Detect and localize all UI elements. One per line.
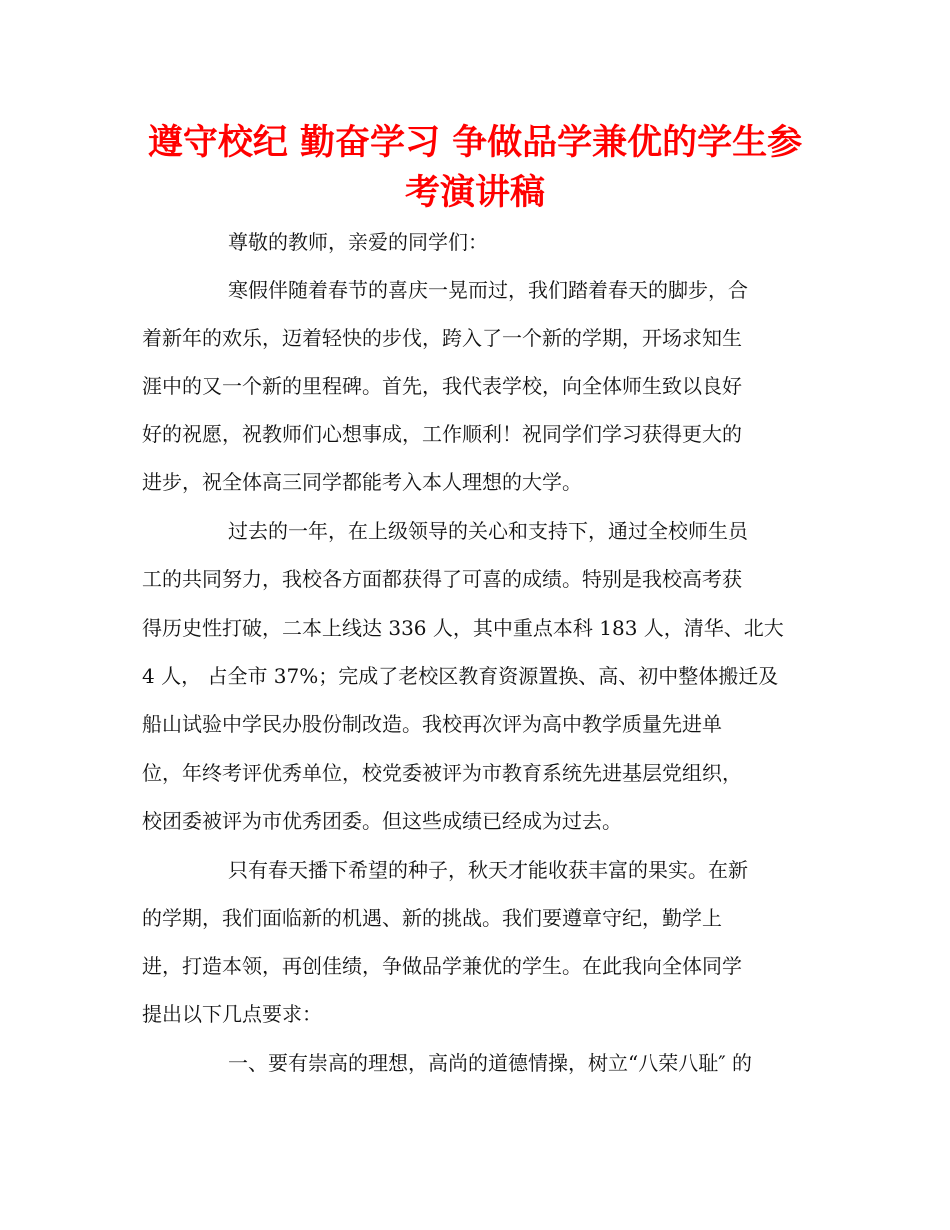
paragraph-2-line-2: 工的共同努力，我校各方面都获得了可喜的成绩。特别是我校高考获 — [142, 567, 742, 591]
document-title — [100, 118, 850, 218]
paragraph-1-line-1: 寒假伴随着春节的喜庆一晃而过，我们踏着春天的脚步，合 — [228, 278, 748, 302]
paragraph-2-line-6: 位，年终考评优秀单位，校党委被评为市教育系统先进基层党组织， — [142, 761, 742, 785]
paragraph-3-line-1: 只有春天播下希望的种子，秋天才能收获丰富的果实。在新 — [228, 858, 748, 882]
paragraph-2-line-7: 校团委被评为市优秀团委。但这些成绩已经成为过去。 — [142, 809, 622, 833]
paragraph-2-line-5: 船山试验中学民办股份制改造。我校再次评为高中教学质量先进单 — [142, 712, 722, 736]
paragraph-2-line-3: 得历史性打破，二本上线达 336 人，其中重点本科 183 人，清华、北大 — [142, 616, 784, 640]
paragraph-3-line-3: 进，打造本领，再创佳绩，争做品学兼优的学生。在此我向全体同学 — [142, 954, 742, 978]
title-line-2: 考演讲稿 — [404, 173, 545, 213]
title-line-1: 遵守校纪 勤奋学习 争做品学兼优的学生参 — [147, 123, 803, 163]
paragraph-1-line-5: 进步，祝全体高三同学都能考入本人理想的大学。 — [142, 470, 582, 494]
salutation-line: 尊敬的教师，亲爱的同学们： — [228, 230, 488, 254]
paragraph-2-line-4: 4 人， 占全市 37%；完成了老校区教育资源置换、高、初中整体搬迁及 — [142, 664, 779, 688]
paragraph-1-line-4: 好的祝愿，祝教师们心想事成，工作顺利！祝同学们学习获得更大的 — [142, 422, 742, 446]
paragraph-3-line-4: 提出以下几点要求： — [142, 1002, 322, 1026]
paragraph-1-line-3: 涯中的又一个新的里程碑。首先，我代表学校，向全体师生致以良好 — [142, 374, 742, 398]
paragraph-1-line-2: 着新年的欢乐，迈着轻快的步伐，跨入了一个新的学期，开场求知生 — [142, 326, 742, 350]
paragraph-3-line-2: 的学期，我们面临新的机遇、新的挑战。我们要遵章守纪，勤学上 — [142, 906, 722, 930]
paragraph-2-line-1: 过去的一年，在上级领导的关心和支持下，通过全校师生员 — [228, 519, 748, 543]
paragraph-4-line-1: 一、要有崇高的理想，高尚的道德情操，树立“八荣八耻″ 的 — [228, 1051, 753, 1075]
